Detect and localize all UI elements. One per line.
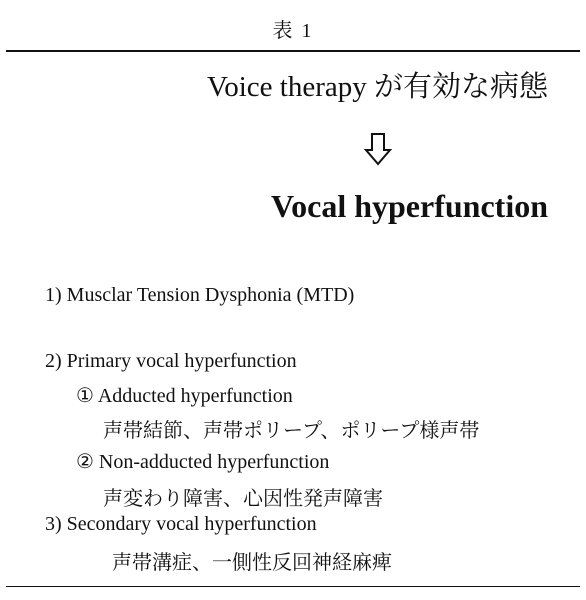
bottom-rule bbox=[6, 586, 580, 587]
list-item-secondary-detail: 声帯溝症、一側性反回神経麻痺 bbox=[112, 552, 392, 574]
list-item-primary: 2) Primary vocal hyperfunction bbox=[45, 350, 297, 372]
subitem-non-adducted: ② Non-adducted hyperfunction bbox=[76, 451, 330, 473]
table-number-label: 表 1 bbox=[272, 20, 314, 42]
table-title: Vocal hyperfunction bbox=[270, 188, 548, 224]
table-heading: Voice therapy が有効な病態 bbox=[207, 71, 548, 103]
subitem-adducted-detail: 声帯結節、声帯ポリープ、ポリープ様声帯 bbox=[103, 420, 480, 442]
subitem-adducted: ① Adducted hyperfunction bbox=[76, 385, 293, 407]
subitem-non-adducted-detail: 声変わり障害、心因性発声障害 bbox=[103, 488, 383, 510]
top-rule bbox=[6, 50, 580, 52]
down-arrow-icon bbox=[364, 132, 392, 166]
list-item-mtd: 1) Musclar Tension Dysphonia (MTD) bbox=[45, 284, 355, 306]
list-item-secondary: 3) Secondary vocal hyperfunction bbox=[45, 513, 317, 535]
